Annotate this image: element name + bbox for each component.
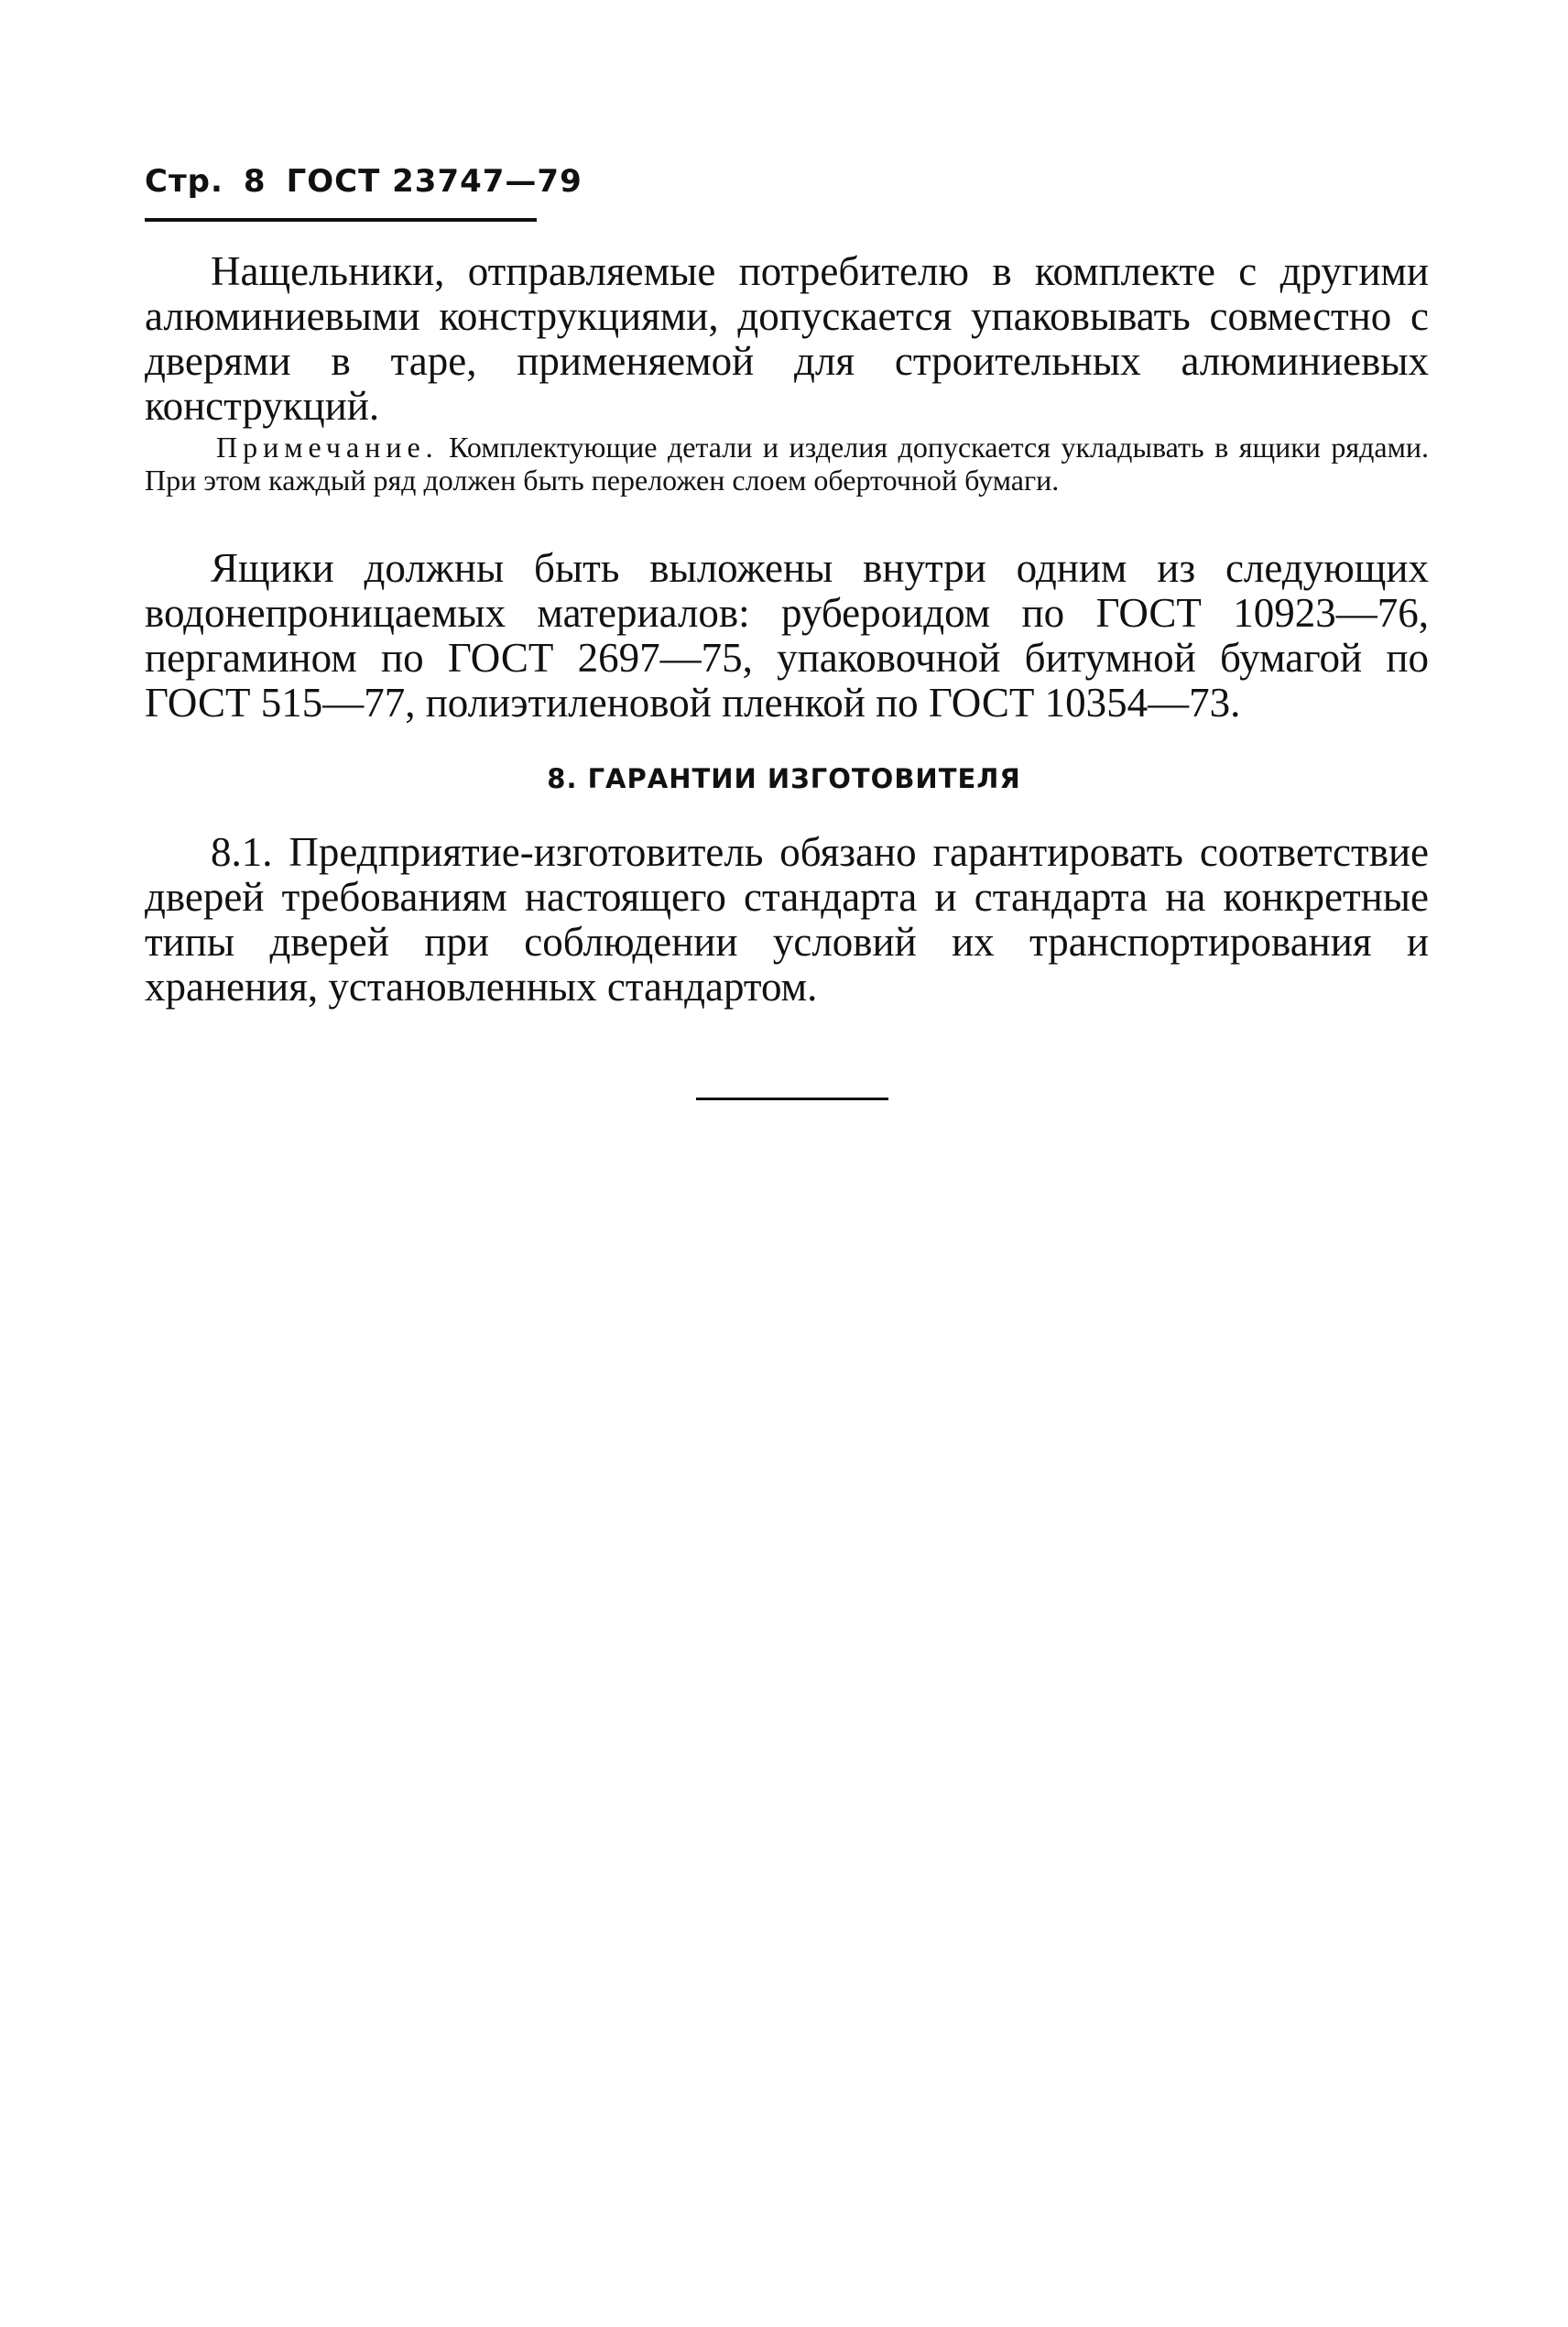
section-title: 8. ГАРАНТИИ ИЗГОТОВИТЕЛЯ xyxy=(547,763,1021,794)
note-label: Примечание. xyxy=(216,431,439,464)
note-text: Комплектующие детали и изделия допускается укладывать в ящики рядами. При этом каждый ряд должен быть переложен слоем оберточной бумаги. xyxy=(145,431,1430,497)
paragraph-flashings: Нащельники, отправляемые потребителю в комплекте с другими алюминиевыми конструкциями, допускается упаковывать совместно с дверями в таре, применяемой для строительных алюминиевых конструкций. xyxy=(145,248,1429,429)
page-label: Стр. xyxy=(145,163,223,200)
page-number: 8 xyxy=(243,163,267,200)
end-rule xyxy=(696,1098,888,1100)
header-rule xyxy=(145,218,537,222)
note xyxy=(145,431,1429,497)
standard-number: ГОСТ 23747—79 xyxy=(286,163,583,200)
clause-8-1: 8.1. Предприятие-изготовитель обязано гарантировать соответствие дверей требованиям настоящего стандарта и стандарта на конкретные типы дверей при соблюдении условий их транспортирования и хранения, установленных стандартом. xyxy=(145,829,1429,1010)
paragraph-boxes: Ящики должны быть выложены внутри одним из следующих водонепроницаемых материалов: рубероидом по ГОСТ 10923—76, пергамином по ГОСТ 2697—75, упаковочной битумной бумагой по ГОСТ 515—77, полиэтиленовой пленкой по ГОСТ 10354—73. xyxy=(145,545,1429,726)
page-header xyxy=(145,163,603,200)
